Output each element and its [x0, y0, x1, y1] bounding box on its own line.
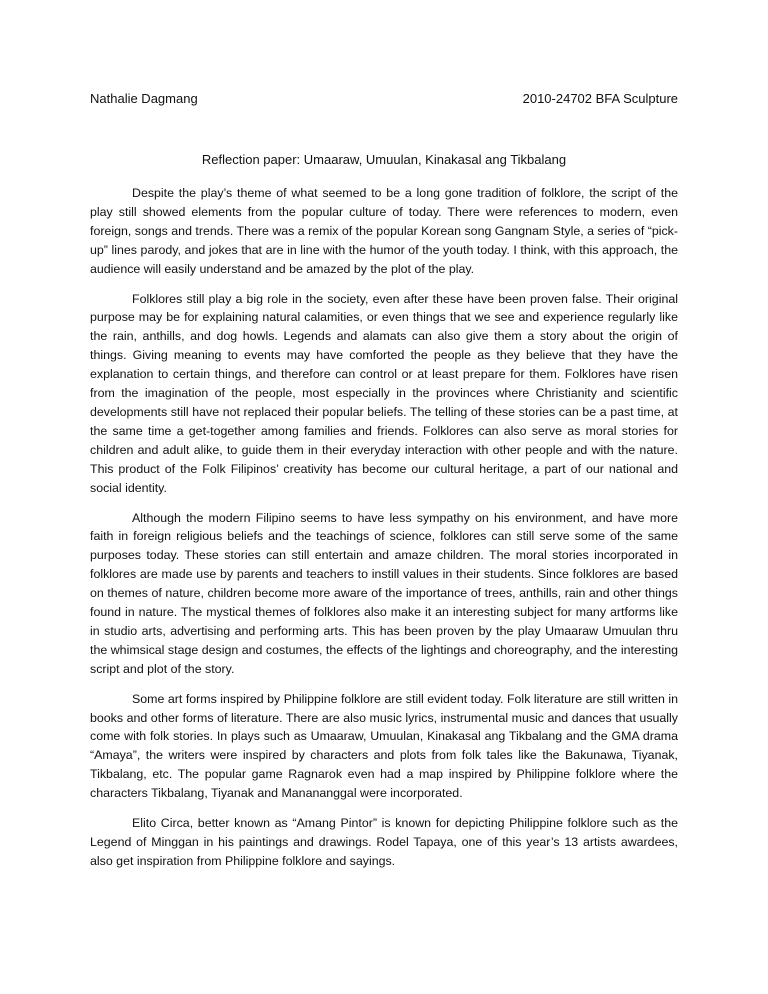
student-info: 2010-24702 BFA Sculpture [522, 91, 678, 106]
paragraph-3: Although the modern Filipino seems to have less sympathy on his environment, and have more faith in foreign religious beliefs and the teachings of science, folklores can still serve some of the same purposes today. These stories can still entertain and amaze children. The moral stories incorporated in folklores are made use by parents and teachers to instill values in their students. Since folklores are based on themes of nature, children become more aware of the importance of trees, anthills, rain and other things found in nature. The mystical themes of folklores also make it an interesting subject for many artforms like in studio arts, advertising and performing arts. This has been proven by the play Umaaraw Umuulan thru the whimsical stage design and costumes, the effects of the lightings and choreography, and the interesting script and plot of the story. [90, 510, 678, 676]
page-header [90, 90, 678, 108]
paragraph-4: Some art forms inspired by Philippine folklore are still evident today. Folk literature are still written in books and other forms of literature. There are also music lyrics, instrumental music and dances that usually come with folk stories. In plays such as Umaaraw, Umuulan, Kinakasal ang Tikbalang and the GMA drama “Amaya”, the writers were inspired by characters and plots from folk tales like the Bakunawa, Tiyanak, Tikbalang, etc. The popular game Ragnarok even had a map inspired by Philippine folklore where the characters Tikbalang, Tiyanak and Manananggal were incorporated. [90, 691, 678, 801]
paragraph-2: Folklores still play a big role in the society, even after these have been proven false. Their original purpose may be for explaining natural calamities, or even things that we see and experience regularly like the rain, anthills, and dog howls. Legends and alamats can also give them a story about the origin of things. Giving meaning to events may have comforted the people as they believe that they have the explanation to certain things, and therefore can control or at least prepare for them. Folklores have risen from the imagination of the people, most especially in the provinces where Christianity and scientific developments still have not replaced their popular beliefs. The telling of these stories can be a past time, at the same time a get-together among families and friends. Folklores can also serve as moral stories for children and adult alike, to guide them in their everyday interaction with other people and with the nature. This product of the Folk Filipinos’ creativity has become our cultural heritage, a part of our national and social identity. [90, 291, 678, 495]
paragraph-5: Elito Circa, better known as “Amang Pintor” is known for depicting Philippine folklore such as the Legend of Minggan in his paintings and drawings. Rodel Tapaya, one of this year’s 13 artists awardees, also get inspiration from Philippine folklore and sayings. [90, 816, 678, 868]
document-title: Reflection paper: Umaaraw, Umuulan, Kinakasal ang Tikbalang [201, 152, 567, 167]
author-name: Nathalie Dagmang [90, 91, 198, 106]
document-body [90, 184, 678, 882]
paragraph-1: Despite the play’s theme of what seemed to be a long gone tradition of folklore, the script of the play still showed elements from the popular culture of today. There were references to modern, even foreign, songs and trends. There was a remix of the popular Korean song Gangnam Style, a series of “pick-up” lines parody, and jokes that are in line with the humor of the youth today. I think, with this approach, the audience will easily understand and be amazed by the plot of the play. [90, 186, 678, 276]
